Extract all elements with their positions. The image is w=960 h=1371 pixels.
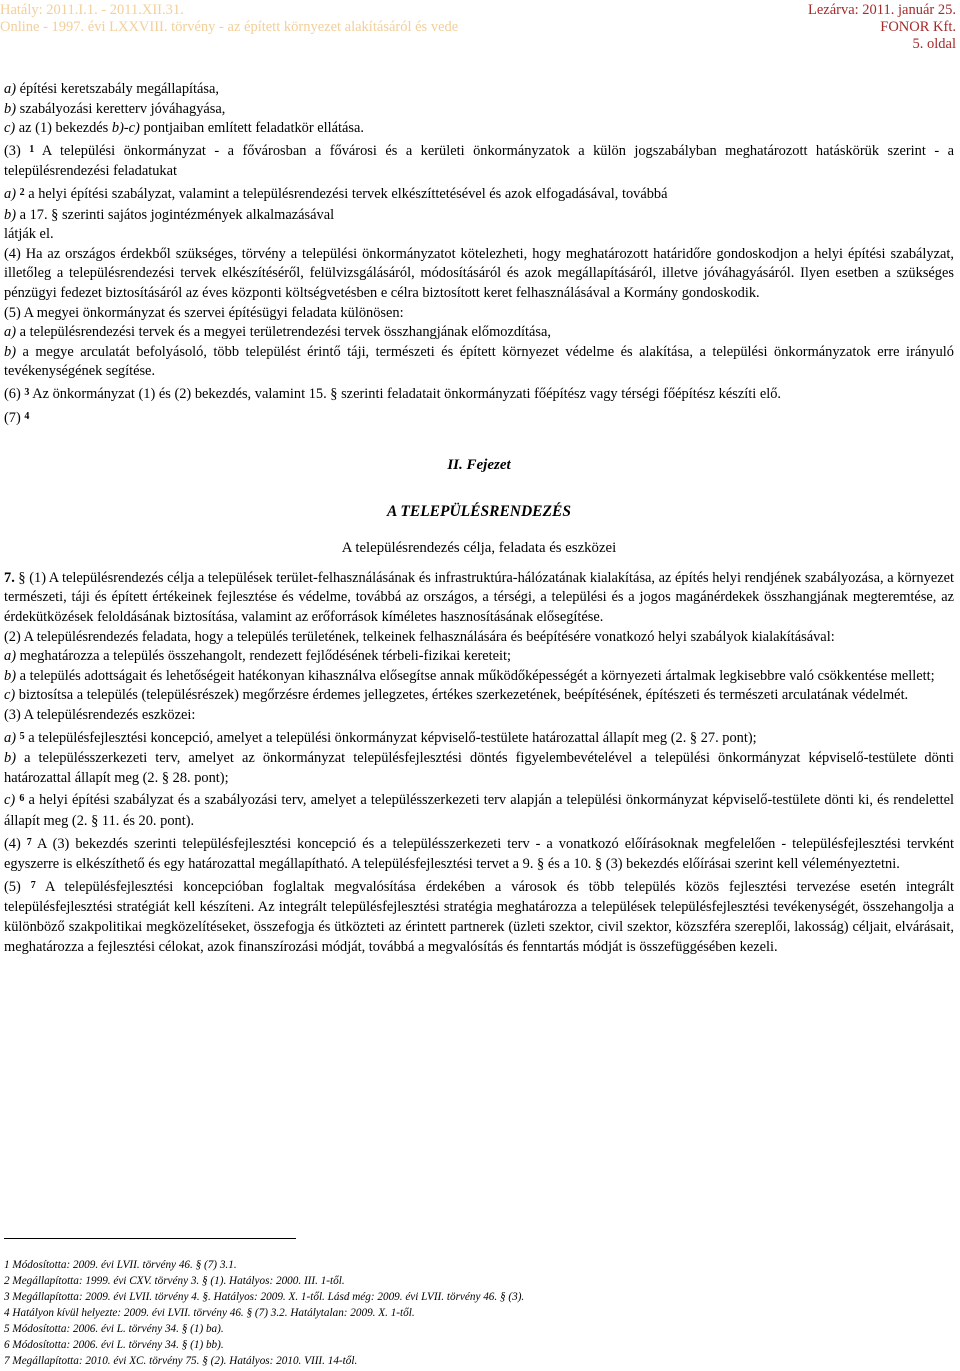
section-7-paragraph-5 [4,878,954,957]
paragraph-text: A (3) bekezdés szerinti településfejlesztési koncepció és a településszerkezeti terv - a vonatkozó előírásoknak megfelelően - településfejlesztési tervként egyszerre is elkészíthető és egy határozattal megállapítható. A településfejlesztési tervet a 9. § és a 10. § (3) bekezdés előírásai szerint kell véleményeztetni. [4,835,954,873]
item-text: biztosítsa a település (településrészek) megőrzésre érdemes jellegzetes, értékes szerkezetének, beépítésének, építészeti és természeti arculatának védelmét. [15,687,909,704]
section-title: A településrendezés célja, feladata és eszközei [341,540,617,557]
footnote-divider [4,1238,296,1239]
list-item [4,343,954,382]
paragraph-text: § (1) A településrendezés célja a települések terület-felhasználásának és infrastruktúra-hálózatának kialakítása, az építés helyi rendjének szabályozása, a környezet természeti, táji és épített értékeinek fejlesztése és védelme, továbbá az országos, a térségi, a települési és a jogos magánérdekek összhangjának megteremtése, az érdekütközések feloldásának biztosítása, valamint az erőforrások kíméletes hasznosításának elősegítése. [4,569,954,626]
item-text: a 17. § szerinti sajátos jogintézmények alkalmazásával [16,206,335,223]
item-marker: b) [4,343,16,360]
page-number: 5. oldal [912,36,956,52]
item-text: a helyi építési szabályzat és a szabályozási terv, amelyet a településszerkezeti terv alapján a települési önkormányzat képviselő-testülete dönti ki, és rendelettel állapít meg (2. § 11. és 20. pont). [4,792,954,829]
section-7-paragraph-1 [4,569,954,628]
paragraph-4: (4) Ha az országos érdekből szükséges, törvény a települési önkormányzatot kötelezheti, hogy meghatározott határidőre gondoskodjon a helyi építési szabályzat, illetőleg a településrendezési tervek elkészítéséről, felülvizsgálásáról, módosításáról és azok megállapításáról, illetve jóváhagyásáról. Ilyen esetben a szükséges pénzügyi fedezet biztosításáról az éves központi költségvetésben e célra biztosított keret felhasználásával a Kormány gondoskodik. [4,245,954,301]
paragraph-number: (4) [4,835,21,852]
item-marker: b) [4,100,16,117]
list-item [4,119,954,139]
paragraph-7 [4,409,954,430]
paragraph-text: látják el. [4,226,54,243]
item-marker: b) [4,750,16,767]
item-text: a településfejlesztési koncepció, amelyet a települési önkormányzat képviselő-testülete határozattal állapít meg (2. § 27. pont); [24,729,757,746]
list-item [4,729,954,750]
item-text: a település adottságait és lehetőségeit hatékonyan kihasználva elősegítse annak működőképességét a környezeti ártalmak legkisebbre való csökkentése mellett; [16,667,935,684]
item-marker: a) [4,81,16,97]
paragraph-5: (5) A megyei önkormányzat és szervei építésügyi feladata különösen: [4,304,404,321]
header-right [808,2,956,53]
footnote-item: 5 Módosította: 2006. évi L. törvény 34. § (1) ba). [4,1323,224,1335]
item-text: pontjaiban említett feladatkör ellátása. [139,120,365,137]
paragraph-6 [4,385,954,406]
item-marker: c) [4,687,16,704]
item-marker: c) [4,120,16,137]
item-text: meghatározza a település összehangolt, rendezett fejlődésének térbeli-fizikai kereteit; [16,648,512,665]
section-7-paragraph-3: (3) A településrendezés eszközei: [4,707,196,724]
list-item [4,647,954,667]
paragraph-number: (7) [4,409,21,426]
footnote-ref[interactable]: 1 [29,143,35,155]
footnote-item: 4 Hatályon kívül helyezte: 2009. évi LVII. törvény 46. § (7) 3.2. Hatálytalan: 2009. X. 1-től. [4,1307,415,1319]
header-left [0,2,458,36]
list-item [4,686,954,706]
section-7-paragraph-2: (2) A településrendezés feladata, hogy a település területének, telkeinek felhasználására és beépítésére vonatkozó helyi szabályok kialakításával: [4,628,835,645]
footnote-ref[interactable]: 5 [19,730,25,742]
footnote-item: 2 Megállapította: 1999. évi CXV. törvény 3. § (1). Hatályos: 2000. III. 1-től. [4,1275,345,1287]
paragraph-3 [4,142,954,182]
item-text: a megye arculatát befolyásoló, több települést érintő táji, természeti és épített környezet védelme és alakítása, a települési önkormányzatok erre irányuló tevékenységének segítése. [4,343,954,380]
footnote-ref[interactable]: 7 [30,879,36,891]
item-marker: a) [4,648,16,665]
header-publisher: FONOR Kft. [880,19,956,35]
item-text: az (1) bekezdés [15,120,112,137]
chapter-heading: II. Fejezet [447,457,511,474]
footnote-item: 3 Megállapította: 2009. évi LVII. törvény 4. §. Hatályos: 2009. X. 1-től. Lásd még: 2009. évi LVII. törvény 46. § (3). [4,1291,525,1303]
item-marker: b) [4,206,16,223]
item-ref: b)-c) [111,120,140,137]
list-item [4,749,954,788]
item-text: építési keretszabály megállapítása, [16,81,219,97]
item-marker: a) [4,185,16,202]
footnote-ref[interactable]: 2 [19,186,25,198]
document-body [4,80,954,957]
footnote-ref[interactable]: 6 [19,793,25,805]
chapter-title: A TELEPÜLÉSRENDEZÉS [387,502,571,520]
item-marker: a) [4,324,16,341]
item-marker: b) [4,667,16,684]
footnotes [4,1257,524,1369]
header-validity: Hatály: 2011.I.1. - 2011.XII.31. [0,2,184,18]
header-law-title: Online - 1997. évi LXXVIII. törvény - az épített környezet alakításáról és vede [0,19,459,35]
paragraph-number: (6) [4,385,21,402]
item-text: szabályozási keretterv jóváhagyása, [16,100,226,117]
footnote-item: 7 Megállapította: 2010. évi XC. törvény 75. § (2). Hatályos: 2010. VIII. 14-től. [4,1355,358,1367]
list-item [4,206,954,226]
list-item [4,791,954,831]
section-number: 7. [4,569,15,586]
section-7-paragraph-4 [4,835,954,875]
list-item [4,100,954,120]
paragraph-number: (3) [4,142,21,159]
footnote-ref[interactable]: 4 [24,410,30,422]
paragraph-text: A településfejlesztési koncepcióban foglaltak megvalósítása érdekében a városok és több település közös fejlesztési tervezése esetén integrált településfejlesztési stratégiát kell készíteni. Az integrált településfejlesztési stratégia meghatározza a települések településfejlesztési tevékenységét, összehangolja a különböző szakpolitikai megközelítéseket, összefogja és ütközteti az érintett partnerek (üzleti szektor, civil szektor, közszféra szereplői, lakosság) céljait, elvárásait, meghatározza a fejlesztési célokat, azok finanszírozási módját, továbbá a megvalósítás és fenntartás módját is összefüggésében kezeli. [4,878,954,955]
list-item [4,185,954,206]
item-marker: a) [4,729,16,746]
item-text: a településszerkezeti terv, amelyet az önkormányzat településfejlesztési döntés figyelembevételével a települési önkormányzat képviselő-testülete dönti határozattal állapít meg (2. § 28. pont); [4,750,954,786]
paragraph-number: (5) [4,878,21,895]
list-item [4,667,954,687]
footnote-item: 1 Módosította: 2009. évi LVII. törvény 46. § (7) 3.1. [4,1259,237,1271]
footnote-ref[interactable]: 3 [24,386,30,398]
item-text: a településrendezési tervek és a megyei területrendezési tervek összhangjának előmozdítása, [16,324,552,341]
item-marker: c) [4,792,16,809]
footnote-ref[interactable]: 7 [26,836,32,848]
list-item [4,80,954,100]
list-item [4,323,954,343]
paragraph-text: Az önkormányzat (1) és (2) bekezdés, valamint 15. § szerinti feladatait önkormányzati főépítész vagy térségi főépítész készíti elő. [29,385,782,402]
item-text: a helyi építési szabályzat, valamint a településrendezési tervek elkészíttetésével és azok elfogadásával, továbbá [24,185,668,202]
paragraph-text: A települési önkormányzat - a fővárosban a fővárosi és a kerületi önkormányzatok a külön jogszabályban meghatározott hatáskörük szerint - a településrendezési feladatukat [4,142,954,180]
header-closed-date: Lezárva: 2011. január 25. [807,2,956,18]
footnote-item: 6 Módosította: 2006. évi L. törvény 34. § (1) bb). [4,1339,224,1351]
